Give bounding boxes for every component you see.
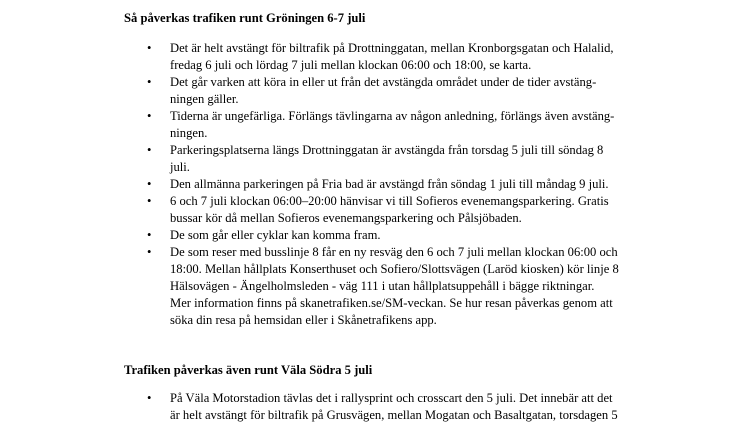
list-item-line: De som reser med busslinje 8 får en ny resväg den 6 och 7 juli mellan klockan 06:00 och — [170, 245, 618, 259]
list-item-line: 6 och 7 juli klockan 06:00–20:00 hänvisar vi till Sofieros evenemangsparkering. Gratis — [170, 194, 609, 208]
bullet-icon: • — [147, 245, 152, 259]
list-item-line: ningen gäller. — [170, 92, 239, 106]
bullet-icon: • — [147, 228, 152, 242]
list-item — [124, 108, 644, 142]
bullet-icon: • — [147, 194, 152, 208]
list-item-line: Det går varken att köra in eller ut från det avstängda området under de tider avstäng- — [170, 75, 597, 89]
list-item — [124, 142, 644, 176]
bullet-icon: • — [147, 391, 152, 405]
list-item-line: söka din resa på hemsidan eller i Skånetrafikens app. — [170, 313, 437, 327]
list-item-line: är helt avstängt för biltrafik på Grusvägen, mellan Mogatan och Basaltgatan, torsdagen 5 — [170, 408, 618, 422]
list-item — [124, 227, 644, 244]
list-item-line: juli. — [170, 160, 190, 174]
groningen-traffic-list — [124, 40, 644, 329]
list-item-line: Parkeringsplatserna längs Drottninggatan är avstängda från torsdag 5 juli till söndag 8 — [170, 143, 604, 157]
bullet-icon: • — [147, 143, 152, 157]
list-item-line: Mer information finns på skanetrafiken.se/SM-veckan. Se hur resan påverkas genom att — [170, 296, 613, 310]
bullet-icon: • — [147, 177, 152, 191]
list-item — [124, 193, 644, 227]
bullet-icon: • — [147, 109, 152, 123]
bullet-icon: • — [147, 41, 152, 55]
bullet-icon: • — [147, 75, 152, 89]
list-item-line: De som går eller cyklar kan komma fram. — [170, 228, 381, 242]
list-item — [124, 74, 644, 108]
list-item-line: 18:00. Mellan hållplats Konserthuset och Sofiero/Slottsvägen (Laröd kiosken) kör linje 8 — [170, 262, 619, 276]
list-item-line: På Väla Motorstadion tävlas det i rallysprint och crosscart den 5 juli. Det innebär att det — [170, 391, 613, 405]
list-item-line: Tiderna är ungefärliga. Förlängs tävlingarna av någon anledning, förlängs även avstäng- — [170, 109, 615, 123]
section-heading-vala: Trafiken påverkas även runt Väla Södra 5 juli — [124, 363, 373, 377]
list-item-line: Det är helt avstängt för biltrafik på Drottninggatan, mellan Kronborgsgatan och Halalid, — [170, 41, 614, 55]
list-item-line: bussar kör då mellan Sofieros evenemangsparkering och Pålsjöbaden. — [170, 211, 522, 225]
section-heading-groningen: Så påverkas trafiken runt Gröningen 6-7 juli — [124, 11, 366, 25]
list-item-line: Den allmänna parkeringen på Fria bad är avstängd från söndag 1 juli till måndag 9 juli. — [170, 177, 609, 191]
list-item-line: ningen. — [170, 126, 208, 140]
list-item-line: Hälsovägen - Ängelholmsleden - väg 111 i utan hållplatsuppehåll i bägge riktningar. — [170, 279, 595, 293]
list-item — [124, 244, 644, 329]
list-item-line: fredag 6 juli och lördag 7 juli mellan klockan 06:00 och 18:00, se karta. — [170, 58, 532, 72]
list-item — [124, 40, 644, 74]
list-item — [124, 176, 644, 193]
